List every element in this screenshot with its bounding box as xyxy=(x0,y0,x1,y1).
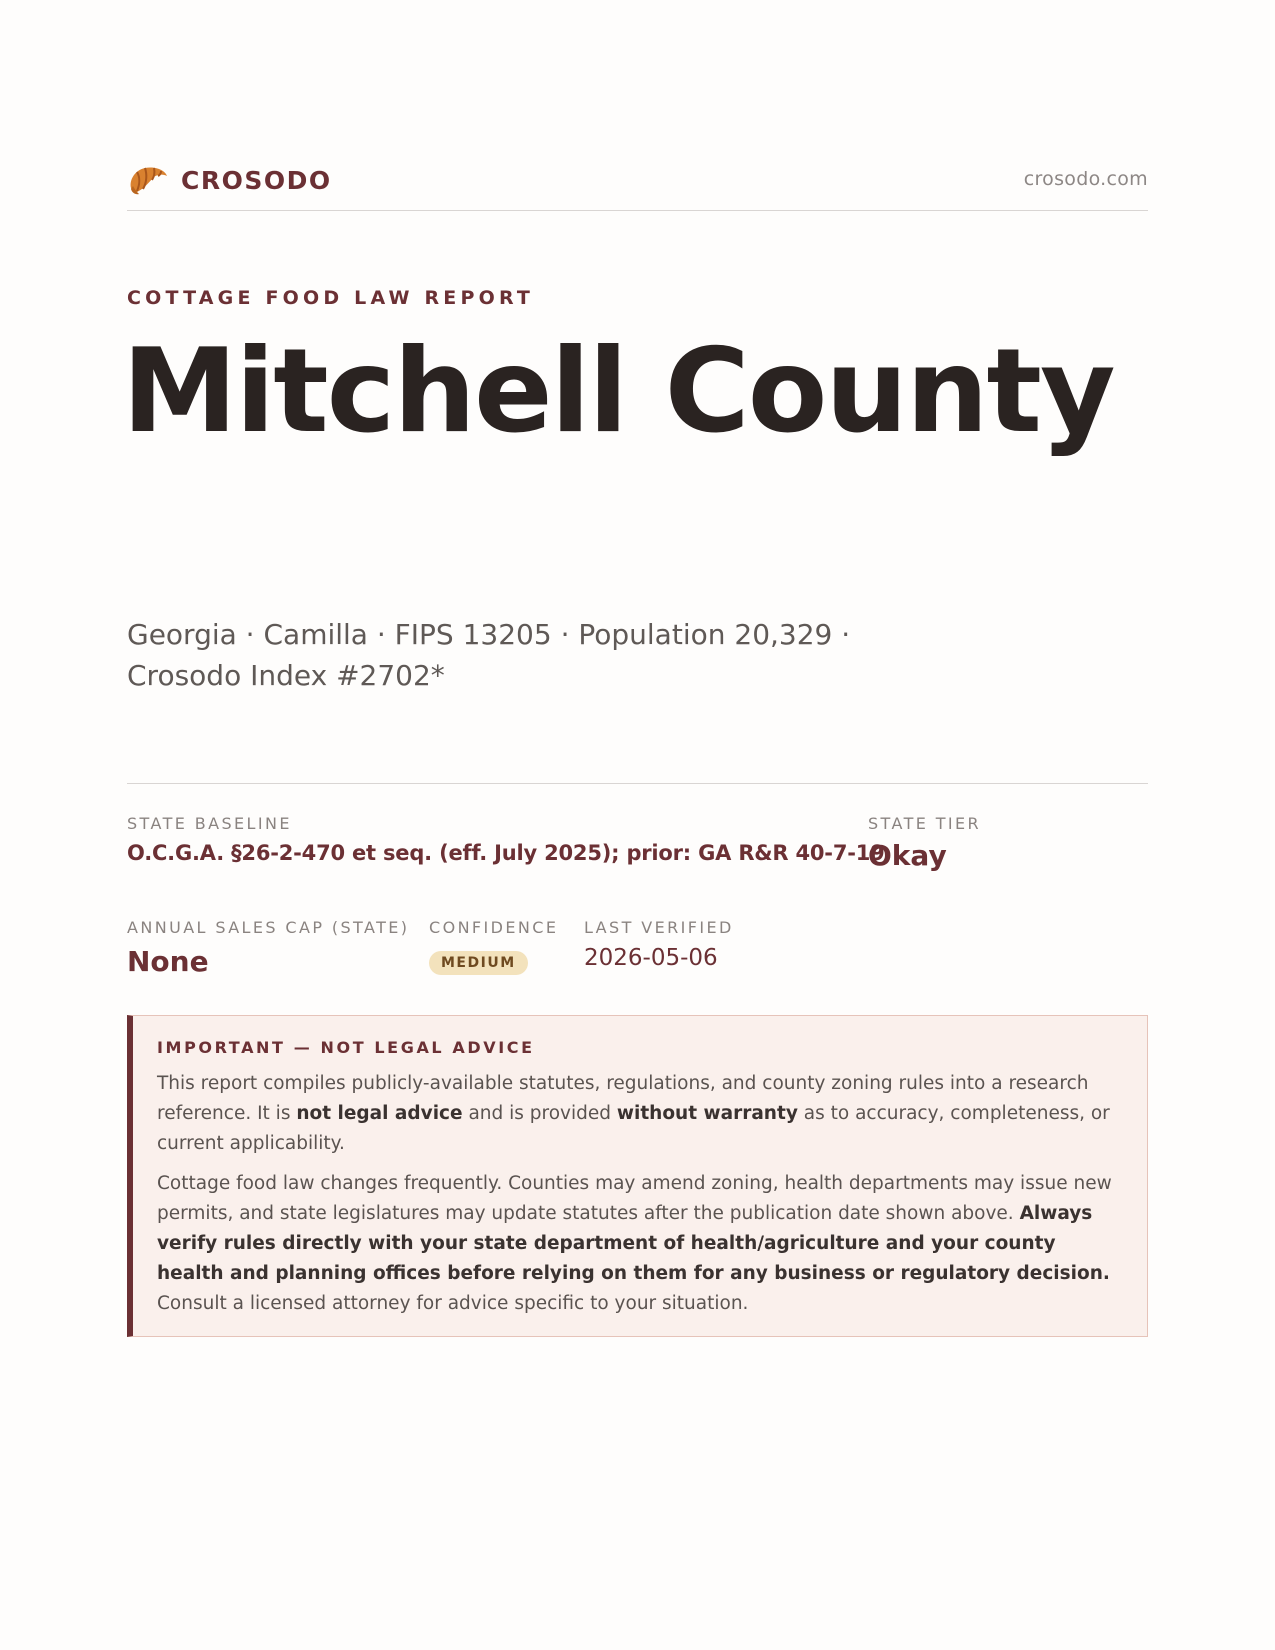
last-verified-value: 2026-05-06 xyxy=(584,945,718,971)
report-eyebrow: COTTAGE FOOD LAW REPORT xyxy=(127,287,535,309)
croissant-icon xyxy=(127,162,169,198)
divider xyxy=(127,783,1148,784)
annual-sales-cap-label: ANNUAL SALES CAP (STATE) xyxy=(127,918,410,937)
notice-text: This report compiles publicly-available statutes, regulations, and county zoning rules into a research reference. It is xyxy=(157,1073,1089,1124)
notice-title: IMPORTANT — NOT LEGAL ADVICE xyxy=(157,1038,535,1057)
state-tier-field xyxy=(868,814,981,872)
state-tier-label: STATE TIER xyxy=(868,814,982,833)
last-verified-field xyxy=(584,918,734,971)
annual-sales-cap-field xyxy=(127,918,409,978)
notice-emphasis: Always verify rules directly with your state department of health/agriculture and your county health and planning offices before relying on them for any business or regulatory decision. xyxy=(157,1203,1110,1284)
report-subtitle: Georgia · Camilla · FIPS 13205 · Population 20,329 · Crosodo Index #2702* xyxy=(127,618,851,692)
state-baseline-field xyxy=(127,814,885,865)
brand-name: CROSODO xyxy=(181,165,332,195)
last-verified-label: LAST VERIFIED xyxy=(584,918,734,937)
notice-emphasis: without warranty xyxy=(616,1103,798,1124)
state-baseline-label: STATE BASELINE xyxy=(127,814,292,833)
page-header xyxy=(127,158,1148,211)
notice-paragraph-1 xyxy=(157,1069,1125,1159)
confidence-badge: MEDIUM xyxy=(429,951,528,975)
state-baseline-value: O.C.G.A. §26-2-470 et seq. (eff. July 2025); prior: GA R&R 40-7-19 xyxy=(127,841,885,865)
notice-emphasis: not legal advice xyxy=(296,1103,463,1124)
site-url: crosodo.com xyxy=(1023,168,1148,190)
page-title: Mitchell County xyxy=(122,324,1114,459)
notice-text: and is provided xyxy=(462,1103,617,1124)
state-tier-value: Okay xyxy=(868,839,947,872)
notice-text: Consult a licensed attorney for advice specific to your situation. xyxy=(157,1293,749,1314)
notice-text: Cottage food law changes frequently. Counties may amend zoning, health departments may issue new permits, and state legislatures may update statutes after the publication date shown above. xyxy=(157,1173,1112,1224)
confidence-field xyxy=(429,918,558,975)
annual-sales-cap-value: None xyxy=(127,945,209,978)
notice-paragraph-2 xyxy=(157,1169,1125,1319)
brand xyxy=(127,162,332,198)
legal-notice xyxy=(127,1015,1148,1337)
notice-text: as to accuracy, completeness, or current applicability. xyxy=(157,1103,1110,1154)
confidence-label: CONFIDENCE xyxy=(429,918,559,937)
